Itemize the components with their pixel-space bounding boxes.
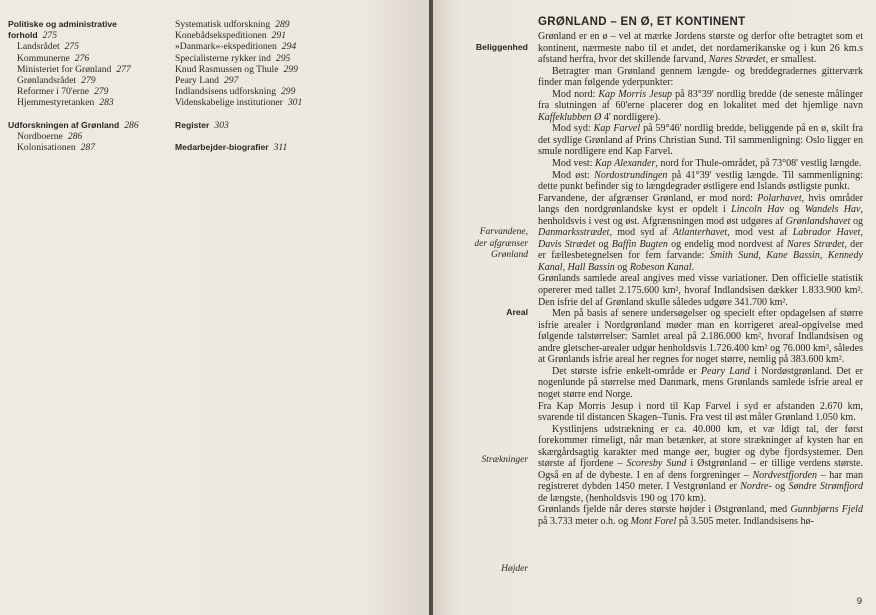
toc-entry	[175, 41, 335, 52]
toc-spacer	[175, 109, 335, 120]
toc-entry	[8, 41, 168, 52]
toc-entry-title: Knud Rasmussen og Thule	[175, 63, 279, 75]
toc-entry-page: 295	[275, 52, 291, 64]
toc-column-2	[175, 19, 335, 153]
toc-entry-title: Indlandsisens udforskning	[175, 86, 276, 98]
toc-entry-title: Politiske og administrative	[8, 19, 117, 29]
toc-entry-title: Specialisterne rykker ind	[175, 52, 271, 64]
toc-entry-page: 286	[67, 130, 83, 142]
paragraph: Mod vest: Kap Alexander, nord for Thule-området, på 73°08' vestlig længde.	[552, 158, 862, 170]
toc-entry-page: 299	[283, 63, 298, 75]
margin-label-straekninger: Strækninger	[481, 455, 528, 465]
toc-column-1	[8, 19, 168, 153]
toc-entry-title: Kolonisationen	[17, 142, 76, 154]
toc-entry	[175, 75, 335, 86]
toc-spacer	[8, 109, 168, 120]
toc-entry-title: Systematisk udforskning	[175, 19, 271, 30]
toc-entry-page: 297	[223, 75, 239, 87]
margin-label-line: Farvandene,	[479, 227, 528, 237]
toc-entry-title: forhold	[8, 30, 38, 41]
toc-entry-page: 277	[116, 63, 131, 75]
toc-entry	[8, 64, 168, 75]
toc-entry-title: Udforskningen af Grønland	[8, 119, 120, 130]
toc-entry-title: Landsrådet	[17, 41, 60, 53]
margin-label-farvandene	[439, 227, 528, 262]
margin-label-areal: Areal	[506, 307, 528, 317]
toc-entry-title: »Danmark«-ekspeditionen	[175, 41, 277, 53]
toc-entry-title: Ministeriet for Grønland	[17, 63, 112, 75]
toc-entry-page: 276	[74, 52, 90, 64]
toc-entry	[175, 86, 335, 97]
body-text	[538, 31, 863, 528]
toc-entry	[8, 86, 168, 97]
toc-entry-page: 303	[214, 119, 229, 131]
toc-entry	[175, 142, 335, 153]
toc-entry-title: Peary Land	[175, 75, 219, 87]
paragraph: Farvandene, der afgrænser Grønland, er mod nord: Polarhavet, hvis områder langs den nordgrønlandske kyst er opdelt i Lincoln Hav og Wandels Hav, henholdsvis i vest og øst. Afgrænsningen mod øst udgøres af Grønlandshavet og Danmarksstrædet, mod syd af Atlanterhavet, mod vest af Labrador Havet, Davis Strædet og Baffin Bugten og endelig mod nordvest af Nares Strædet, der er fællesbetegnelsen for fem farvande: Smith Sund, Kane Bassin, Kennedy Kanal, Hall Bassin og Robeson Kanal.	[538, 192, 863, 273]
toc-entry-page: 289	[275, 19, 290, 30]
toc-entry-title: Grønlandsrådet	[17, 75, 77, 87]
toc-entry	[8, 97, 168, 108]
page-number: 9	[856, 596, 862, 607]
margin-label-beliggenhed: Beliggenhed	[475, 42, 528, 52]
margin-label-line: der afgrænser	[474, 238, 528, 249]
toc-entry-page: 286	[124, 119, 139, 131]
toc-entry	[8, 30, 168, 41]
toc-entry-title: Nordboerne	[17, 130, 63, 142]
toc-entry-page: 311	[273, 141, 288, 153]
toc-entry	[8, 142, 168, 153]
toc-entry-page: 283	[99, 97, 114, 109]
toc-entry-page: 291	[271, 30, 287, 42]
paragraph: Grønland er en ø – vel at mærke Jordens største og derfor ofte betragtet som et kontinent, nærmeste nabo til et andet, det nordamerikanske og i kun 26 km.s afstand herfra, hvor det skillende farvand, Nares Strædet, er smallest.	[538, 31, 863, 66]
toc-entry-page: 275	[42, 30, 57, 42]
toc-entry-title: Register	[175, 119, 210, 130]
toc-entry-title: Kommunerne	[17, 52, 70, 64]
toc-entry	[175, 53, 335, 64]
toc-entry	[175, 19, 335, 30]
chapter-title: GRØNLAND – EN Ø, ET KONTINENT	[538, 16, 746, 28]
toc-entry	[8, 120, 168, 131]
toc-entry-title: Videnskabelige institutioner	[175, 97, 283, 109]
toc-entry-title: Medarbejder-biografier	[175, 141, 269, 152]
toc-entry	[175, 64, 335, 75]
toc-entry-page: 275	[64, 41, 80, 53]
toc-entry	[8, 131, 168, 142]
paragraph: Grønlands fjelde når deres største højder i Østgrønland, med Gunnbjørns Fjeld på 3.733 meter o.h. og Mont Forel på 3.505 meter. Indlandsisens hø-	[538, 504, 863, 527]
toc-entry	[175, 120, 335, 131]
paragraph: Kystlinjens udstrækning er ca. 40.000 km, et væ ldigt tal, der først forekommer rimeligt, når man betænker, at store strækninger af kysten har en skærgårdsagtig karakter med mange øer, bugter og dybe fjordsystemer. Den største af fjordene – Scoresby Sund i Østgrønland – er tillige verdens største. Også en af de dybeste. I en af dens forgreninger – Nordvestfjorden – har man registreret dybden 1450 meter. I Vestgrønland er Nordre- og Søndre Strømfjord de længste, (henholdsvis 190 og 170 km).	[538, 423, 863, 504]
toc-entry-title: Reformer i 70'erne	[17, 86, 90, 98]
toc-entry-page: 299	[281, 86, 296, 98]
toc-entry	[8, 53, 168, 64]
toc-entry	[175, 30, 335, 41]
paragraph: Grønlands samlede areal angives med visse variationer. Den officielle statistik opererer med tallet 2.175.600 km², hvoraf Indlandsisen dækker 1.833.900 km². Den isfrie del af Grønland skulle således udgøre 341.700 km².	[538, 273, 863, 308]
toc-entry-page: 279	[81, 75, 96, 87]
toc-entry	[8, 19, 168, 30]
margin-label-hojder: Højder	[501, 564, 528, 574]
toc-entry-page: 279	[94, 86, 109, 98]
paragraph: Betragter man Grønland gennem længde- og breddegradernes gitterværk finder man følgende yderpunkter:	[538, 65, 863, 89]
paragraph: Men på basis af senere undersøgelser og specielt efter opdagelsen af større isfrie arealer i Nordgrønland møder man en korrigeret areal-opgivelse med følgende talstørrelser: Samlet areal på 2.186.000 km², hvoraf Indlandsisen og andre gletscher-arealer udgør henholdsvis 1.726.400 km² og 76.000 km², således at Grønlands isfrie areal her regnes for noget større, nemlig på 383.600 km².	[538, 308, 863, 366]
right-page	[433, 0, 876, 615]
paragraph: Mod syd: Kap Farvel på 59°46' nordlig bredde, beliggende på en ø, skilt fra det sydlige Grønland af Prins Christian Sund. Til sammenligning: Oslo ligger en smule nordligere end Kap Farvel.	[538, 123, 863, 158]
toc-entry-title: Hjemmestyretanken	[17, 97, 95, 109]
toc-entry-page: 287	[80, 142, 96, 154]
toc-entry-page: 294	[281, 41, 297, 53]
margin-label-line: Grønland	[491, 250, 528, 260]
paragraph: Mod øst: Nordostrundingen på 41°39' vestlig længde. Til sammenligning: dette punkt befinder sig to længdegrader østligere end Islands østligste punkt.	[538, 169, 863, 193]
toc-spacer	[175, 131, 335, 142]
toc-entry	[175, 97, 335, 108]
toc-entry-page: 301	[287, 97, 303, 109]
left-page	[0, 0, 429, 615]
paragraph: Det største isfrie enkelt-område er Peary Land i Nordøstgrønland. Det er nogenlunde på størrelse med Danmark, mens Grønlands samlede isfrie areal er noget større end Norge.	[538, 365, 863, 400]
toc-entry-title: Konebådsekspeditionen	[175, 30, 267, 42]
toc-entry	[8, 75, 168, 86]
paragraph: Fra Kap Morris Jesup i nord til Kap Farvel i syd er afstanden 2.670 km, svarende til distancen Skagen–Tunis. Fra vest til øst måler Grønland 1.050 km.	[538, 400, 863, 424]
paragraph: Mod nord: Kap Morris Jesup på 83°39' nordlig bredde (de seneste målinger fra slutningen af 60'erne placerer dog en lokalitet med det hjemlige navn Kaffeklubben Ø 4' nordligere).	[538, 88, 863, 123]
